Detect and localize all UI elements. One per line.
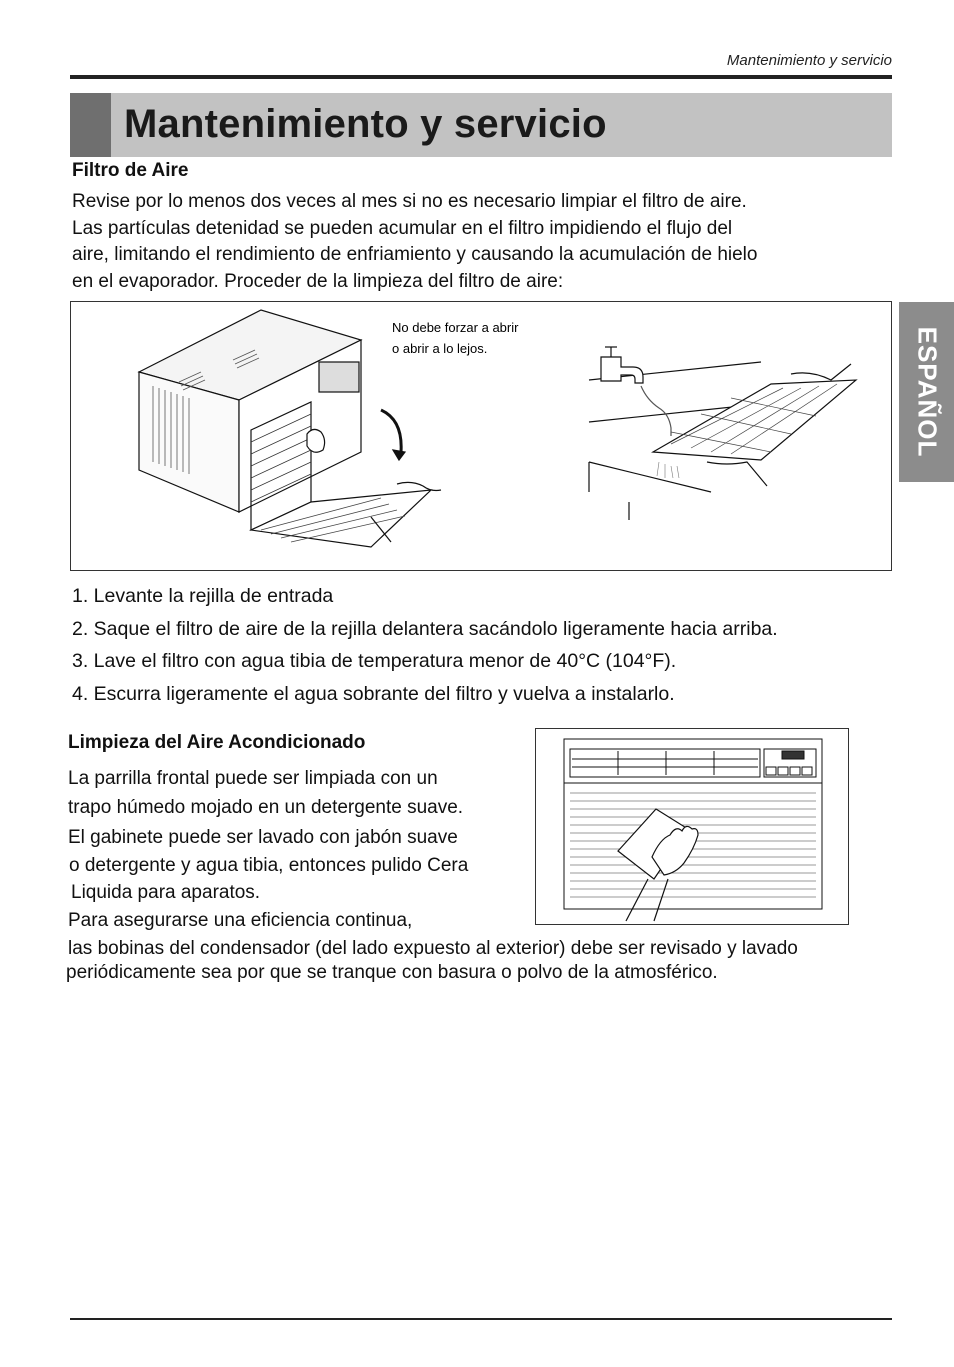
running-head: Mantenimiento y servicio <box>726 52 892 69</box>
filter-paragraph-line: Revise por lo menos dos veces al mes si no es necesario limpiar el filtro de aire. <box>72 191 747 212</box>
list-item: 1. Levante la rejilla de entrada <box>72 585 334 607</box>
cleaning-illustration <box>536 729 848 924</box>
title-block-accent <box>70 93 111 157</box>
filter-heading: Filtro de Aire <box>72 160 189 181</box>
filter-paragraph <box>72 189 757 295</box>
filter-paragraph-line: aire, limitando el rendimiento de enfriamiento y causando la acumulación de hielo <box>72 244 758 265</box>
filter-illustration <box>71 302 891 570</box>
list-item: 2. Saque el filtro de aire de la rejilla delantera sacándolo ligeramente hacia arriba. <box>72 617 778 640</box>
cleaning-line: Liquida para aparatos. <box>71 882 261 903</box>
filter-paragraph-line: en el evaporador. Proceder de la limpieza del filtro de aire: <box>72 270 564 292</box>
filter-figure <box>70 301 892 571</box>
figure-callout-line: o abrir a lo lejos. <box>392 341 488 356</box>
cleaning-line: Para asegurarse una eficiencia continua, <box>68 910 413 931</box>
cleaning-line: trapo húmedo mojado en un detergente suave. <box>68 797 464 818</box>
list-item: 4. Escurra ligeramente el agua sobrante del filtro y vuelva a instalarlo. <box>72 682 675 705</box>
top-rule <box>70 75 892 79</box>
cleaning-line: La parrilla frontal puede ser limpiada con un <box>68 768 438 789</box>
list-item: 3. Lave el filtro con agua tibia de temperatura menor de 40°C (104°F). <box>72 650 677 672</box>
cleaning-line: o detergente y agua tibia, entonces pulido Cera <box>69 855 469 876</box>
language-side-tab <box>899 302 954 482</box>
cleaning-line: El gabinete puede ser lavado con jabón suave <box>68 827 458 848</box>
cleaning-heading: Limpieza del Aire Acondicionado <box>68 732 366 753</box>
cleaning-line: periódicamente sea por que se tranque con basura o polvo de la atmosférico. <box>66 962 718 983</box>
cleaning-line: las bobinas del condensador (del lado expuesto al exterior) debe ser revisado y lavado <box>68 938 798 959</box>
filter-paragraph-line: Las partículas detenidad se pueden acumular en el filtro impidiendo el flujo del <box>72 217 733 239</box>
bottom-rule <box>70 1318 892 1320</box>
cleaning-figure <box>535 728 849 925</box>
page-title: Mantenimiento y servicio <box>124 102 607 146</box>
filter-steps-list <box>72 580 778 710</box>
language-tab-label: ESPAÑOL <box>912 326 942 458</box>
figure-callout-line: No debe forzar a abrir <box>392 320 519 335</box>
filter-washing-drawing <box>589 347 856 520</box>
